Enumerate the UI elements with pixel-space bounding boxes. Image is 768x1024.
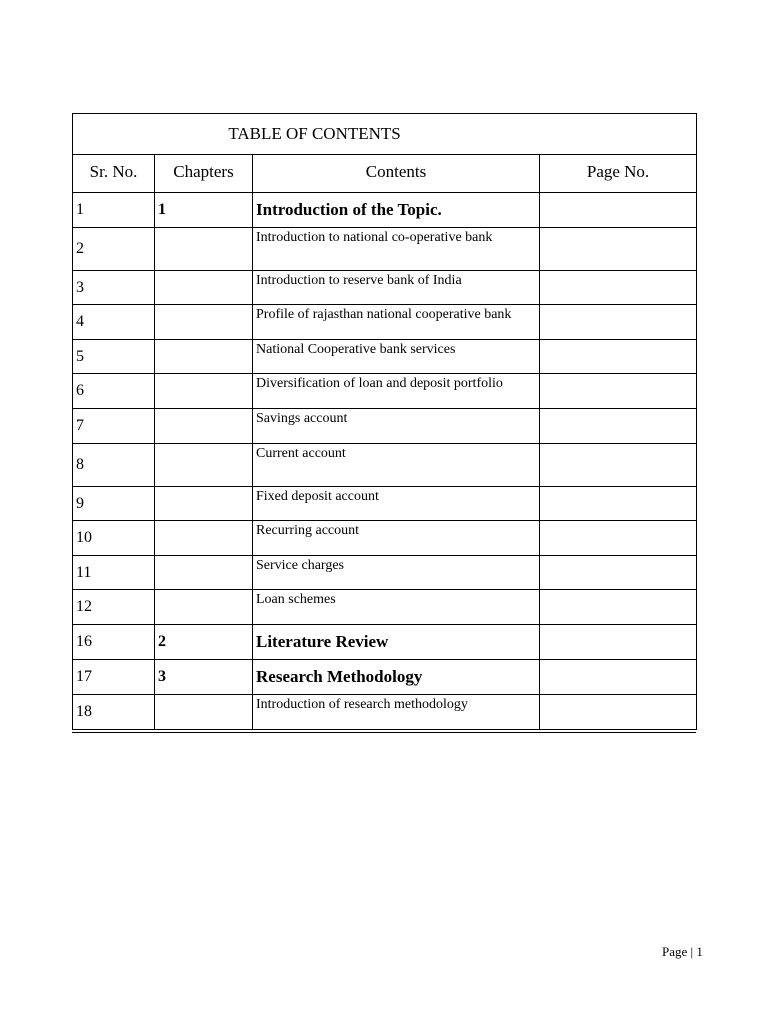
sr-no-cell: 16 <box>73 625 155 660</box>
content-cell: Introduction to national co-operative bank <box>253 228 540 271</box>
toc-title-row <box>73 114 697 155</box>
content-cell: Literature Review <box>253 625 540 660</box>
chapter-cell <box>155 374 253 409</box>
chapter-cell <box>155 444 253 487</box>
content-cell: Recurring account <box>253 521 540 556</box>
table-row <box>73 521 697 556</box>
sr-no-cell: 9 <box>73 487 155 521</box>
page-no-cell <box>540 271 697 305</box>
table-row <box>73 695 697 730</box>
sr-no-cell: 3 <box>73 271 155 305</box>
chapter-cell <box>155 556 253 590</box>
column-header-sr-no: Sr. No. <box>73 155 155 193</box>
page-no-cell <box>540 695 697 730</box>
table-row <box>73 374 697 409</box>
chapter-cell: 3 <box>155 660 253 695</box>
sr-no-cell: 1 <box>73 193 155 228</box>
toc-title: TABLE OF CONTENTS <box>228 124 401 143</box>
sr-no-cell: 5 <box>73 340 155 374</box>
content-cell: Fixed deposit account <box>253 487 540 521</box>
content-cell: Introduction of the Topic. <box>253 193 540 228</box>
table-bottom-rule <box>72 732 696 733</box>
sr-no-cell: 10 <box>73 521 155 556</box>
table-row <box>73 487 697 521</box>
content-cell: Diversification of loan and deposit portfolio <box>253 374 540 409</box>
column-header-contents: Contents <box>253 155 540 193</box>
toc-title-cell <box>73 114 697 155</box>
column-header-page-no: Page No. <box>540 155 697 193</box>
page-no-cell <box>540 305 697 340</box>
page-no-cell <box>540 521 697 556</box>
chapter-cell <box>155 305 253 340</box>
table-row <box>73 271 697 305</box>
content-cell: Profile of rajasthan national cooperative bank <box>253 305 540 340</box>
content-cell: Loan schemes <box>253 590 540 625</box>
content-cell: Savings account <box>253 409 540 444</box>
page-no-cell <box>540 625 697 660</box>
sr-no-cell: 17 <box>73 660 155 695</box>
page-no-cell <box>540 228 697 271</box>
page-no-cell <box>540 487 697 521</box>
chapter-cell <box>155 590 253 625</box>
content-cell: Research Methodology <box>253 660 540 695</box>
page-footer: Page | 1 <box>662 944 703 959</box>
table-row <box>73 305 697 340</box>
table-row <box>73 193 697 228</box>
table-row <box>73 340 697 374</box>
toc-table <box>72 113 697 730</box>
table-row <box>73 409 697 444</box>
page-no-cell <box>540 556 697 590</box>
page-no-cell <box>540 340 697 374</box>
table-row <box>73 444 697 487</box>
sr-no-cell: 11 <box>73 556 155 590</box>
sr-no-cell: 7 <box>73 409 155 444</box>
page-no-cell <box>540 590 697 625</box>
content-cell: Current account <box>253 444 540 487</box>
sr-no-cell: 12 <box>73 590 155 625</box>
table-of-contents <box>72 113 696 733</box>
chapter-cell <box>155 340 253 374</box>
chapter-cell: 2 <box>155 625 253 660</box>
column-header-chapters: Chapters <box>155 155 253 193</box>
page-no-cell <box>540 660 697 695</box>
chapter-cell: 1 <box>155 193 253 228</box>
table-row <box>73 660 697 695</box>
sr-no-cell: 6 <box>73 374 155 409</box>
content-cell: Introduction of research methodology <box>253 695 540 730</box>
content-cell: National Cooperative bank services <box>253 340 540 374</box>
table-row <box>73 590 697 625</box>
chapter-cell <box>155 695 253 730</box>
sr-no-cell: 4 <box>73 305 155 340</box>
sr-no-cell: 18 <box>73 695 155 730</box>
page-no-cell <box>540 193 697 228</box>
table-row <box>73 556 697 590</box>
table-row <box>73 228 697 271</box>
chapter-cell <box>155 521 253 556</box>
column-header-row <box>73 155 697 193</box>
sr-no-cell: 8 <box>73 444 155 487</box>
content-cell: Introduction to reserve bank of India <box>253 271 540 305</box>
table-row <box>73 625 697 660</box>
chapter-cell <box>155 228 253 271</box>
chapter-cell <box>155 271 253 305</box>
page-no-cell <box>540 444 697 487</box>
page-no-cell <box>540 374 697 409</box>
chapter-cell <box>155 409 253 444</box>
content-cell: Service charges <box>253 556 540 590</box>
page-no-cell <box>540 409 697 444</box>
chapter-cell <box>155 487 253 521</box>
sr-no-cell: 2 <box>73 228 155 271</box>
